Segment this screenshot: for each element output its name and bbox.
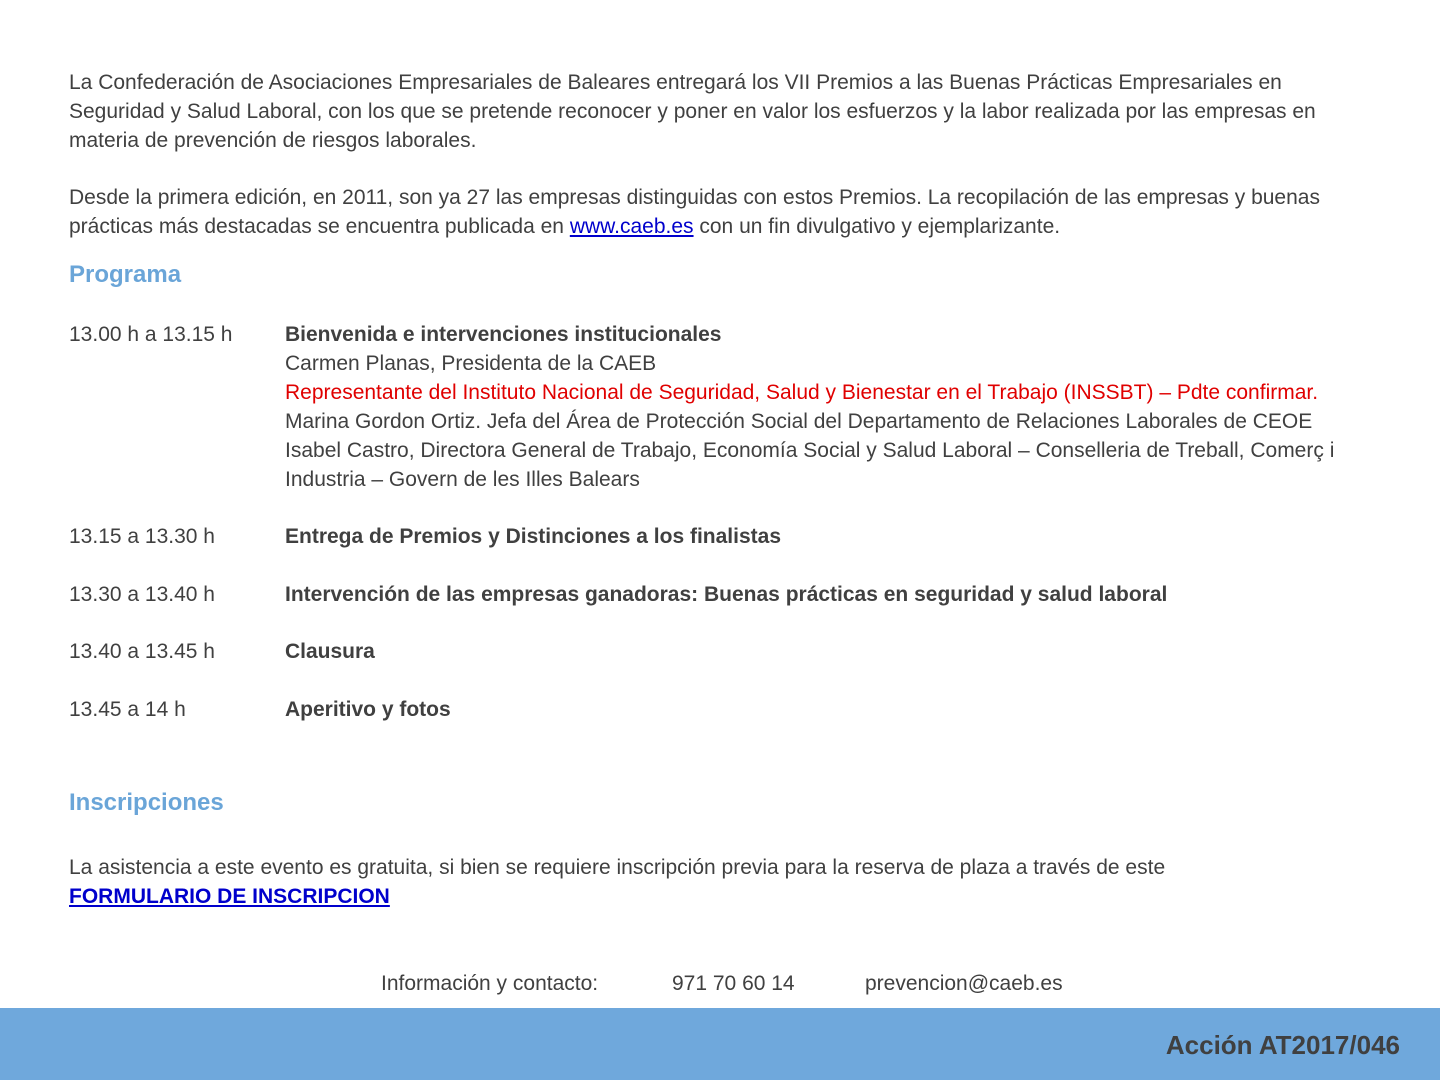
inscripciones-text: La asistencia a este evento es gratuita, si bien se requiere inscripción previa para la reserva de plaza a través de este [69, 856, 1166, 879]
inscripciones-heading: Inscripciones [69, 789, 224, 816]
intro-paragraph-2-text: Desde la primera edición, en 2011, son ya 27 las empresas distinguidas con estos Premios. La recopilación de las empresas y buenas prácticas más destacadas se encuentra publicada en [69, 186, 1320, 238]
program-body-1 [285, 320, 1395, 494]
program-title-1: Bienvenida e intervenciones institucionales [285, 323, 722, 346]
intro-paragraph-2 [69, 183, 1369, 241]
program-time-5: 13.45 a 14 h [69, 698, 186, 721]
contact-email: prevencion@caeb.es [865, 972, 1063, 995]
speaker-line: Marina Gordon Ortiz. Jefa del Área de Protección Social del Departamento de Relaciones Laborales de CEOE [285, 410, 1313, 433]
action-code: Acción AT2017/046 [1165, 1030, 1400, 1060]
program-title-4: Clausura [285, 640, 375, 663]
footer-bar [0, 1008, 1440, 1080]
registration-form-link[interactable]: FORMULARIO DE INSCRIPCION [69, 885, 390, 908]
speaker-line: Carmen Planas, Presidenta de la CAEB [285, 352, 657, 375]
caeb-website-link[interactable]: www.caeb.es [569, 215, 694, 238]
intro-paragraph-1: La Confederación de Asociaciones Empresariales de Baleares entregará los VII Premios a las Buenas Prácticas Empresariales en Seguridad y Salud Laboral, con los que se pretende reconocer y poner en valor los esfuerzos y la labor realizada por las empresas en materia de prevención de riesgos laborales. [69, 71, 1316, 152]
program-title-2: Entrega de Premios y Distinciones a los finalistas [285, 525, 782, 548]
intro-paragraph-2-tail: con un fin divulgativo y ejemplarizante. [693, 215, 1061, 238]
program-time-2: 13.15 a 13.30 h [69, 525, 215, 548]
inscripciones-link-wrap [69, 882, 390, 911]
contact-phone: 971 70 60 14 [672, 972, 795, 995]
speaker-line: Isabel Castro, Directora General de Trabajo, Economía Social y Salud Laboral – Conselleria de Treball, Comerç i Industria – Govern de les Illes Balears [285, 439, 1335, 491]
program-time-1: 13.00 h a 13.15 h [69, 323, 233, 346]
contact-label: Información y contacto: [381, 972, 599, 995]
program-title-3: Intervención de las empresas ganadoras: Buenas prácticas en seguridad y salud laboral [285, 583, 1168, 606]
speaker-line-pending: Representante del Instituto Nacional de Seguridad, Salud y Bienestar en el Trabajo (INSSBT) – Pdte confirmar. [285, 381, 1319, 404]
programa-heading: Programa [69, 261, 182, 288]
program-time-3: 13.30 a 13.40 h [69, 583, 215, 606]
program-time-4: 13.40 a 13.45 h [69, 640, 215, 663]
program-title-5: Aperitivo y fotos [285, 698, 451, 721]
